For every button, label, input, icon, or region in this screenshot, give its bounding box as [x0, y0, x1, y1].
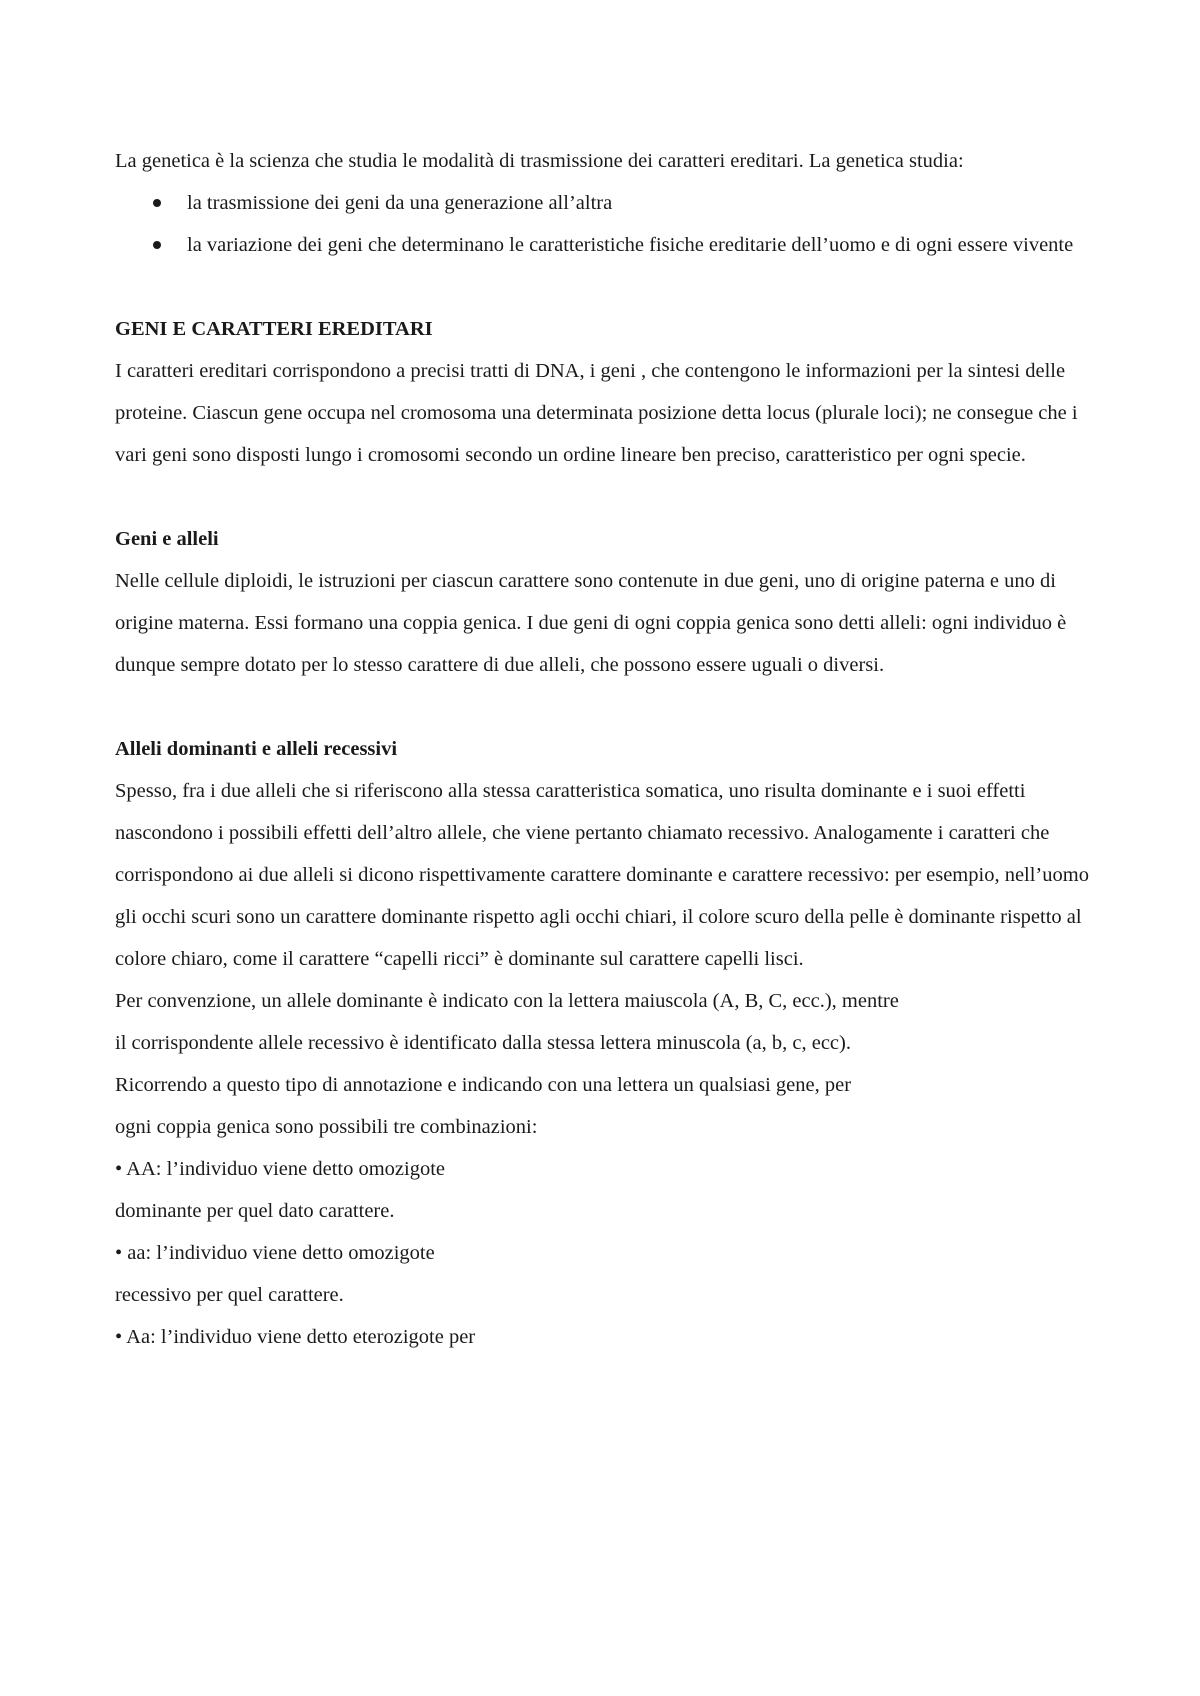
bullet-item: la trasmissione dei geni da una generazione all’altra [187, 182, 1100, 224]
combination-line: • aa: l’individuo viene detto omozigote [115, 1242, 435, 1264]
bullet-item: la variazione dei geni che determinano le caratteristiche fisiche ereditarie dell’uomo e di ogni essere vivente [187, 224, 1100, 266]
combination-line: • Aa: l’individuo viene detto eterozigote per [115, 1326, 476, 1348]
spacer [115, 476, 1100, 518]
document-page [115, 140, 1100, 1358]
section-body-geni-alleli: Nelle cellule diploidi, le istruzioni per ciascun carattere sono contenute in due geni, uno di origine paterna e uno di origine materna. Essi formano una coppia genica. I due geni di ogni coppia genica sono detti alleli: ogni individuo è dunque sempre dotato per lo stesso carattere di due alleli, che possono essere uguali o diversi. [115, 570, 1067, 676]
text-line: dominante per quel dato carattere. [115, 1200, 395, 1222]
text-line: ogni coppia genica sono possibili tre combinazioni: [115, 1116, 538, 1138]
section-heading-geni-caratteri: GENI E CARATTERI EREDITARI [115, 318, 433, 340]
section-heading-alleli-dominanti: Alleli dominanti e alleli recessivi [115, 738, 398, 760]
intro-bullet-list [115, 182, 1100, 266]
text-line: recessivo per quel carattere. [115, 1284, 344, 1306]
spacer [115, 686, 1100, 728]
spacer [115, 266, 1100, 308]
section-body-alleli-dominanti: Spesso, fra i due alleli che si riferiscono alla stessa caratteristica somatica, uno risulta dominante e i suoi effetti nascondono i possibili effetti dell’altro allele, che viene pertanto chiamato recessivo. Analogamente i caratteri che corrispondono ai due alleli si dicono rispettivamente carattere dominante e carattere recessivo: per esempio, nell’uomo gli occhi scuri sono un carattere dominante rispetto agli occhi chiari, il colore scuro della pelle è dominante rispetto al colore chiaro, come il carattere “capelli ricci” è dominante sul carattere capelli lisci. [115, 780, 1089, 970]
section-heading-geni-alleli: Geni e alleli [115, 528, 219, 550]
text-line: Per convenzione, un allele dominante è indicato con la lettera maiuscola (A, B, C, ecc.), mentre [115, 990, 899, 1012]
section-body-geni-caratteri: I caratteri ereditari corrispondono a precisi tratti di DNA, i geni , che contengono le informazioni per la sintesi delle proteine. Ciascun gene occupa nel cromosoma una determinata posizione detta locus (plurale loci); ne consegue che i vari geni sono disposti lungo i cromosomi secondo un ordine lineare ben preciso, caratteristico per ogni specie. [115, 360, 1078, 466]
intro-paragraph: La genetica è la scienza che studia le modalità di trasmissione dei caratteri ereditari. La genetica studia: [115, 150, 964, 172]
text-line: il corrispondente allele recessivo è identificato dalla stessa lettera minuscola (a, b, c, ecc). [115, 1032, 851, 1054]
text-line: Ricorrendo a questo tipo di annotazione e indicando con una lettera un qualsiasi gene, per [115, 1074, 852, 1096]
combination-line: • AA: l’individuo viene detto omozigote [115, 1158, 446, 1180]
